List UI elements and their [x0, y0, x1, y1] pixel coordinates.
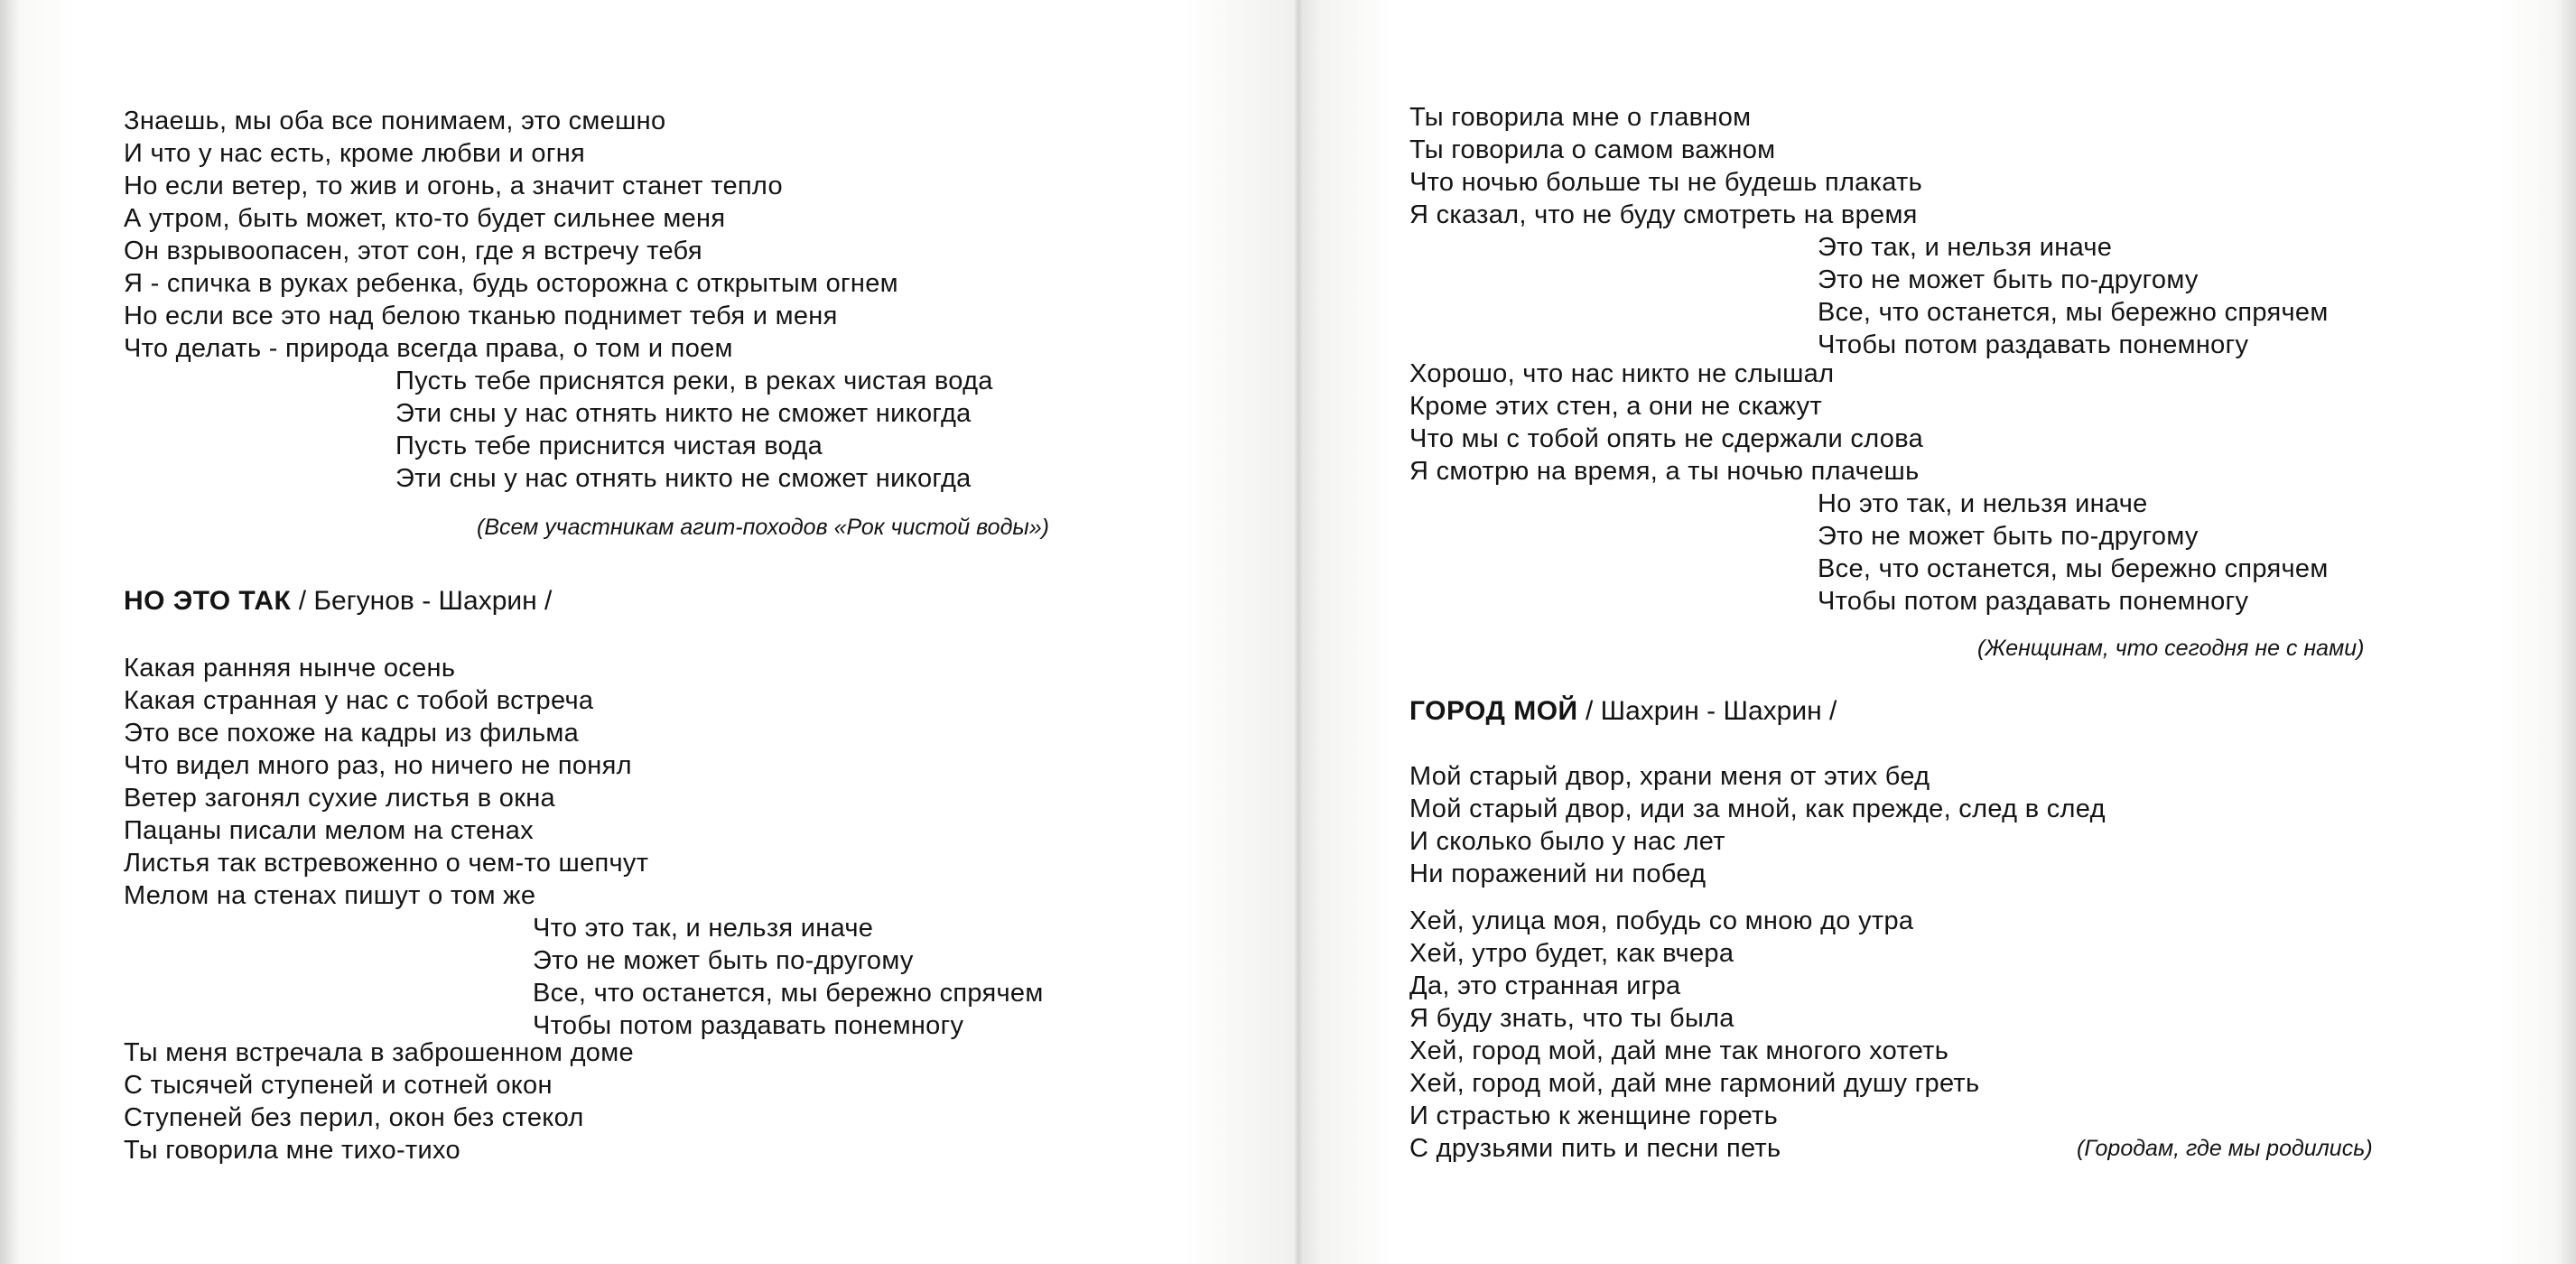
lyric-line: Это все похоже на кадры из фильма [124, 719, 580, 748]
chorus-line: Чтобы потом раздавать понемногу [1818, 330, 2249, 359]
lyric-line: Какая странная у нас с тобой встреча [124, 686, 594, 715]
lyric-line: И сколько было у нас лет [1409, 827, 1725, 856]
lyric-line: Мой старый двор, иди за мной, как прежде, след в след [1409, 795, 2106, 823]
lyric-line: Что делать - природа всегда права, о том и поем [124, 334, 733, 363]
lyric-line: Ты говорила мне тихо-тихо [124, 1136, 460, 1165]
lyric-line: С друзьями пить и песни петь [1409, 1134, 1781, 1163]
left-page-edge [0, 0, 20, 1264]
chorus-line: Все, что останется, мы бережно спрячем [1818, 298, 2329, 327]
chorus-line: Это так, и нельзя иначе [1818, 233, 2113, 262]
lyric-line: Хей, город мой, дай мне так многого хотеть [1409, 1036, 1949, 1065]
chorus-line: Пусть тебе приснится чистая вода [395, 432, 823, 460]
lyric-line: Ступеней без перил, окон без стекол [124, 1103, 584, 1132]
song-authors: / Бегунов - Шахрин / [298, 586, 553, 616]
lyric-line: И страстью к женщине гореть [1409, 1101, 1779, 1130]
lyric-line: Но если ветер, то жив и огонь, а значит станет тепло [124, 172, 783, 200]
song-title-line [1409, 695, 1837, 728]
chorus-line: Но это так, и нельзя иначе [1818, 489, 2148, 518]
lyric-line: Листья так встревоженно о чем-то шепчут [124, 849, 649, 878]
lyric-line: Ни поражений ни побед [1409, 860, 1706, 888]
lyric-line: Ты говорила о самом важном [1409, 135, 1776, 164]
lyric-line: Но если все это над белою тканью поднимет тебя и меня [124, 302, 838, 330]
lyric-line: Знаешь, мы оба все понимаем, это смешно [124, 107, 666, 135]
lyric-line: Ветер загонял сухие листья в окна [124, 784, 555, 813]
center-fold [1294, 0, 1303, 1264]
lyric-line: Что мы с тобой опять не сдержали слова [1409, 424, 1923, 453]
lyric-line: И что у нас есть, кроме любви и огня [124, 139, 586, 168]
dedication: (Всем участникам агит-походов «Рок чистой воды») [477, 515, 1050, 540]
chorus-line: Чтобы потом раздавать понемногу [1818, 587, 2249, 616]
lyric-line: Кроме этих стен, а они не скажут [1409, 392, 1823, 421]
lyric-line: Хей, улица моя, побудь со мною до утра [1409, 906, 1914, 935]
song-title: ГОРОД МОЙ [1409, 696, 1578, 726]
lyric-line: Ты меня встречала в заброшенном доме [124, 1038, 634, 1067]
lyric-line: Я - спичка в руках ребенка, будь осторожна с открытым огнем [124, 269, 898, 298]
lyric-line: Ты говорила мне о главном [1409, 103, 1752, 132]
lyric-line: Хей, город мой, дай мне гармоний душу греть [1409, 1069, 1980, 1098]
lyric-line: Что видел много раз, но ничего не понял [124, 751, 632, 780]
lyric-line: Мелом на стенах пишут о том же [124, 881, 536, 910]
chorus-line: Чтобы потом раздавать понемногу [533, 1011, 964, 1040]
lyric-line: Я буду знать, что ты была [1409, 1004, 1734, 1033]
dedication: (Городам, где мы родились) [2077, 1136, 2373, 1161]
lyric-line: Да, это странная игра [1409, 971, 1681, 1000]
lyric-line: Он взрывоопасен, этот сон, где я встречу тебя [124, 237, 702, 265]
song-title: НО ЭТО ТАК [124, 586, 292, 616]
chorus-line: Пусть тебе приснятся реки, в реках чистая вода [395, 367, 993, 395]
lyric-line: Хей, утро будет, как вчера [1409, 939, 1734, 968]
chorus-line: Это не может быть по-другому [1818, 265, 2199, 294]
lyric-line: Мой старый двор, храни меня от этих бед [1409, 762, 1930, 791]
lyric-line: Я смотрю на время, а ты ночью плачешь [1409, 457, 1920, 486]
chorus-line: Что это так, и нельзя иначе [533, 914, 874, 943]
dedication: (Женщинам, что сегодня не с нами) [1977, 636, 2365, 661]
chorus-line: Все, что останется, мы бережно спрячем [1818, 554, 2329, 583]
song-title-line [124, 585, 552, 618]
right-page-edge [2556, 0, 2576, 1264]
chorus-line: Эти сны у нас отнять никто не сможет никогда [395, 464, 972, 493]
chorus-line: Это не может быть по-другому [1818, 522, 2199, 551]
lyric-line: А утром, быть может, кто-то будет сильнее меня [124, 204, 726, 233]
chorus-line: Все, что останется, мы бережно спрячем [533, 979, 1044, 1008]
chorus-line: Это не может быть по-другому [533, 946, 914, 975]
lyric-line: С тысячей ступеней и сотней окон [124, 1071, 553, 1100]
lyric-line: Пацаны писали мелом на стенах [124, 816, 534, 845]
chorus-line: Эти сны у нас отнять никто не сможет никогда [395, 399, 972, 428]
lyric-line: Хорошо, что нас никто не слышал [1409, 359, 1835, 388]
lyric-line: Я сказал, что не буду смотреть на время [1409, 200, 1918, 229]
lyric-line: Какая ранняя нынче осень [124, 654, 456, 683]
song-authors: / Шахрин - Шахрин / [1585, 696, 1837, 726]
lyric-line: Что ночью больше ты не будешь плакать [1409, 168, 1923, 197]
